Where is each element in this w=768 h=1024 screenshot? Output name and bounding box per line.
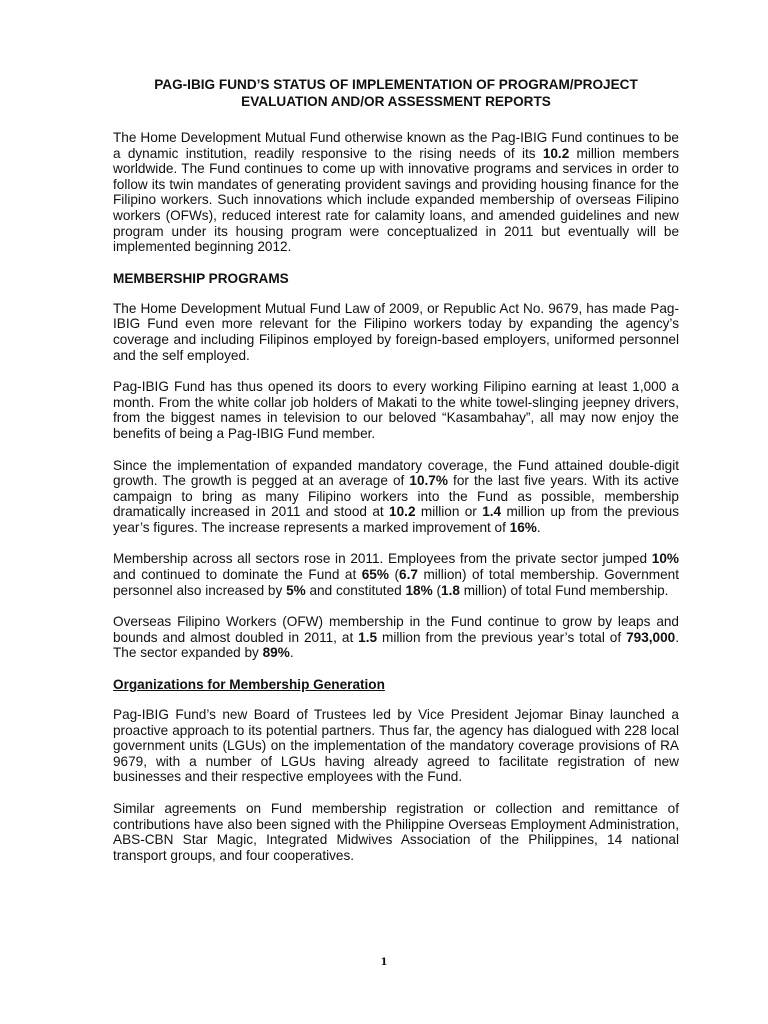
- bold-figure: 10%: [651, 551, 679, 567]
- growth-paragraph: [113, 458, 679, 536]
- text-run: .: [289, 645, 294, 661]
- text-run: The Home Development Mutual Fund otherwise known as the Pag-IBIG Fund continues to be a dynamic institution, readily responsive to the rising needs of its: [113, 130, 679, 161]
- document-title: [113, 76, 679, 110]
- bold-figure: 10.7%: [409, 473, 448, 489]
- text-run: The Home Development Mutual Fund Law of 2009, or Republic Act No. 9679, has made Pag-IBIG Fund even more relevant for the Filipino workers today by expanding the agency’s coverage and including Filipinos employed by foreign-based employers, uniformed personnel and the self employed.: [113, 300, 679, 363]
- membership-programs-heading: MEMBERSHIP PROGRAMS: [113, 270, 289, 286]
- bold-figure: 5%: [286, 582, 306, 598]
- bold-figure: 10.2: [542, 145, 570, 161]
- law-paragraph: [113, 301, 679, 363]
- text-run: and continued to dominate the Fund at: [113, 567, 362, 583]
- bold-figure: 793,000: [626, 629, 676, 645]
- text-run: (: [388, 567, 400, 583]
- board-paragraph: [113, 707, 679, 785]
- text-run: million from the previous year’s total of: [377, 629, 627, 645]
- document-body: [113, 76, 679, 879]
- text-run: Membership across all sectors rose in 2011. Employees from the private sector jumped: [113, 551, 652, 567]
- text-run: for the last five years. With its active campaign to bring as many Filipino workers into the Fund as possible, membership dramatically increased in 2011 and stood at: [113, 473, 679, 520]
- bold-figure: 65%: [361, 567, 389, 583]
- bold-figure: 1.8: [441, 582, 460, 598]
- text-run: . The sector expanded by: [113, 629, 679, 661]
- intro-paragraph: [113, 130, 679, 255]
- text-run: million) of total Fund membership.: [459, 582, 669, 598]
- text-run: .: [536, 519, 541, 535]
- text-run: Pag-IBIG Fund has thus opened its doors to every working Filipino earning at least 1,000 a month. From the white collar job holders of Makati to the white towel-slinging jeepney drivers, from the biggest names in television to our beloved “Kasambahay”, all may now enjoy the benefits of being a Pag-IBIG Fund member.: [113, 379, 679, 441]
- sectors-paragraph: [113, 551, 679, 598]
- organizations-heading: Organizations for Membership Generation: [113, 677, 385, 693]
- doors-paragraph: [113, 379, 679, 441]
- bold-figure: 1.5: [358, 629, 378, 645]
- bold-figure: 16%: [509, 519, 537, 535]
- bold-figure: 10.2: [389, 504, 416, 520]
- bold-figure: 18%: [405, 582, 433, 598]
- bold-figure: 89%: [262, 645, 290, 661]
- text-run: Similar agreements on Fund membership registration or collection and remittance of contributions have also been signed with the Philippine Overseas Employment Administration, ABS-CBN Star Magic, Integrated Midwives Association of the Philippines, 14 national transport groups, and four cooperatives.: [113, 801, 679, 863]
- ofw-paragraph: [113, 614, 679, 661]
- text-run: Pag-IBIG Fund’s new Board of Trustees led by Vice President Jejomar Binay launched a proactive approach to its potential partners. Thus far, the agency has dialogued with 228 local government units (LGUs) on the implementation of the mandatory coverage provisions of RA 9679, with a number of LGUs having already agreed to facilitate registration of new businesses and their respective employees with the Fund.: [113, 707, 679, 785]
- bold-figure: 1.4: [482, 504, 502, 520]
- agreements-paragraph: [113, 801, 679, 863]
- text-run: Since the implementation of expanded mandatory coverage, the Fund attained double-digit growth. The growth is pegged at an average of: [113, 457, 679, 489]
- text-run: (: [432, 582, 442, 598]
- page-number: 1: [380, 957, 388, 968]
- text-run: Overseas Filipino Workers (OFW) membership in the Fund continue to grow by leaps and bounds and almost doubled in 2011, at: [113, 614, 679, 645]
- text-run: and constituted: [305, 582, 406, 598]
- text-run: million) of total membership. Government personnel also increased by: [113, 567, 679, 598]
- text-run: million or: [415, 504, 483, 520]
- text-run: million up from the previous year’s figures. The increase represents a marked improvement of: [113, 504, 679, 535]
- title-line-2: EVALUATION AND/OR ASSESSMENT REPORTS: [241, 94, 551, 109]
- text-run: million members worldwide. The Fund continues to come up with innovative programs and services in order to follow its twin mandates of generating provident savings and providing housing finance for the Filipino workers. Such innovations which include expanded membership of overseas Filipino workers (OFWs), reduced interest rate for calamity loans, and amended guidelines and new program under its housing program were conceptualized in 2011 but eventually will be implemented beginning 2012.: [113, 145, 679, 255]
- title-line-1: PAG-IBIG FUND’S STATUS OF IMPLEMENTATION OF PROGRAM/PROJECT: [154, 77, 638, 92]
- bold-figure: 6.7: [399, 567, 418, 583]
